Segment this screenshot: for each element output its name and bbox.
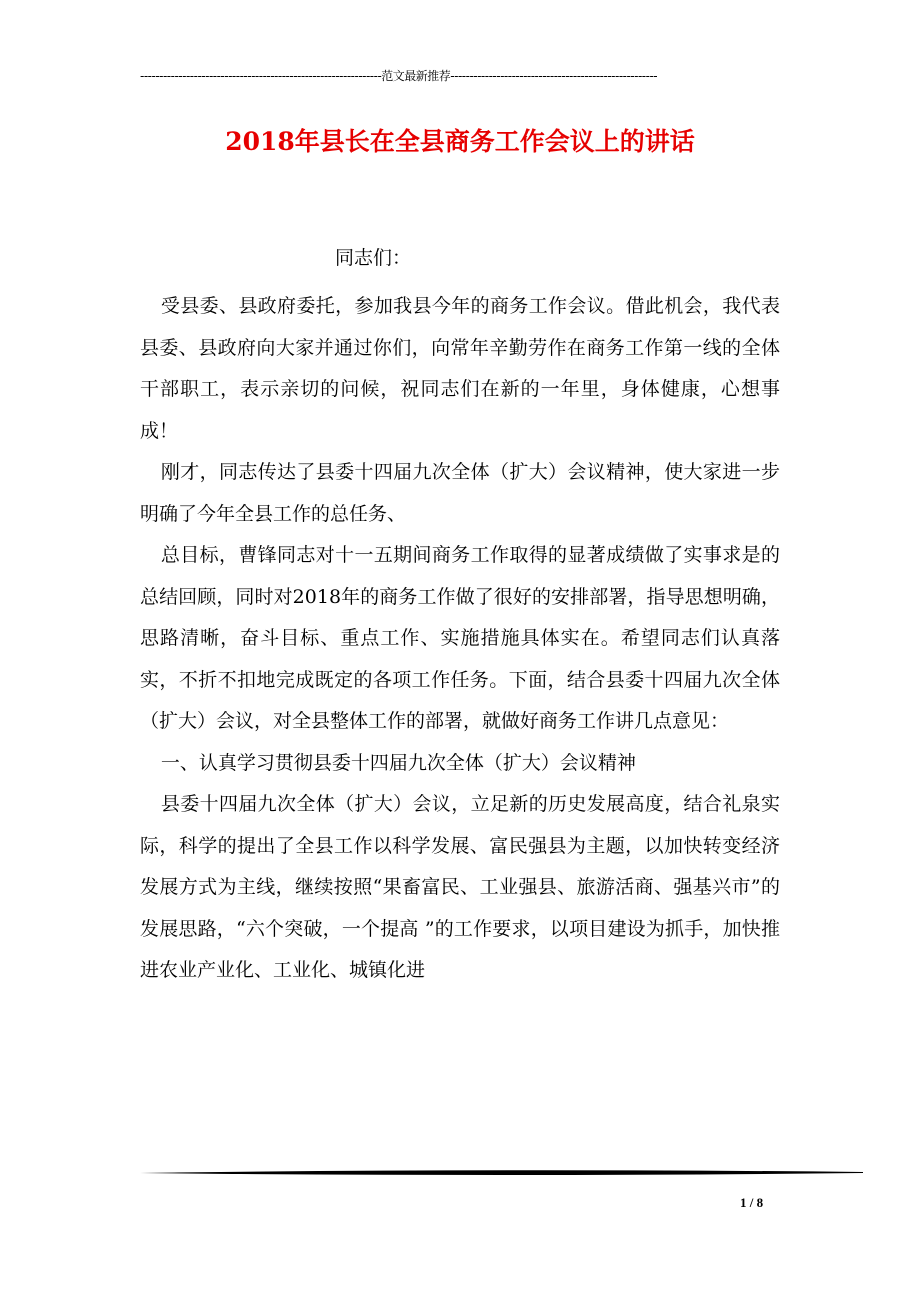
paragraph: 刚才，同志传达了县委十四届九次全体（扩大）会议精神，使大家进一步明确了今年全县工作的总任务、: [140, 461, 780, 525]
page-header: ---------------------------------------------------------------范文最新推荐------------------------------------------------------: [140, 69, 658, 83]
paragraph: 受县委、县政府委托，参加我县今年的商务工作会议。借此机会，我代表县委、县政府向大家并通过你们，向常年辛勤劳作在商务工作第一线的全体干部职工，表示亲切的问候，祝同志们在新的一年里，身体健康，心想事成！: [140, 295, 780, 442]
section-heading: 一、认真学习贯彻县委十四届九次全体（扩大）会议精神: [160, 751, 636, 774]
footer-divider: [140, 1168, 863, 1178]
salutation: 同志们：: [335, 247, 412, 269]
page-number: 1 / 8: [740, 1195, 764, 1210]
document-body: [140, 286, 780, 992]
document-title: 2018年县长在全县商务工作会议上的讲话: [225, 127, 695, 156]
paragraph: 总目标，曹锋同志对十一五期间商务工作取得的显著成绩做了实事求是的总结回顾，同时对2018年的商务工作做了很好的安排部署，指导思想明确，思路清晰，奋斗目标、重点工作、实施措施具体实在。希望同志们认真落实，不折不扣地完成既定的各项工作任务。下面，结合县委十四届九次全体（扩大）会议，对全县整体工作的部署，就做好商务工作讲几点意见：: [140, 544, 780, 732]
paragraph: 县委十四届九次全体（扩大）会议，立足新的历史发展高度，结合礼泉实际，科学的提出了全县工作以科学发展、富民强县为主题，以加快转变经济发展方式为主线，继续按照“果畜富民、工业强县、旅游活商、强基兴市”的发展思路，“六个突破，一个提高 ”的工作要求，以项目建设为抓手，加快推进农业产业化、工业化、城镇化进: [140, 793, 780, 981]
